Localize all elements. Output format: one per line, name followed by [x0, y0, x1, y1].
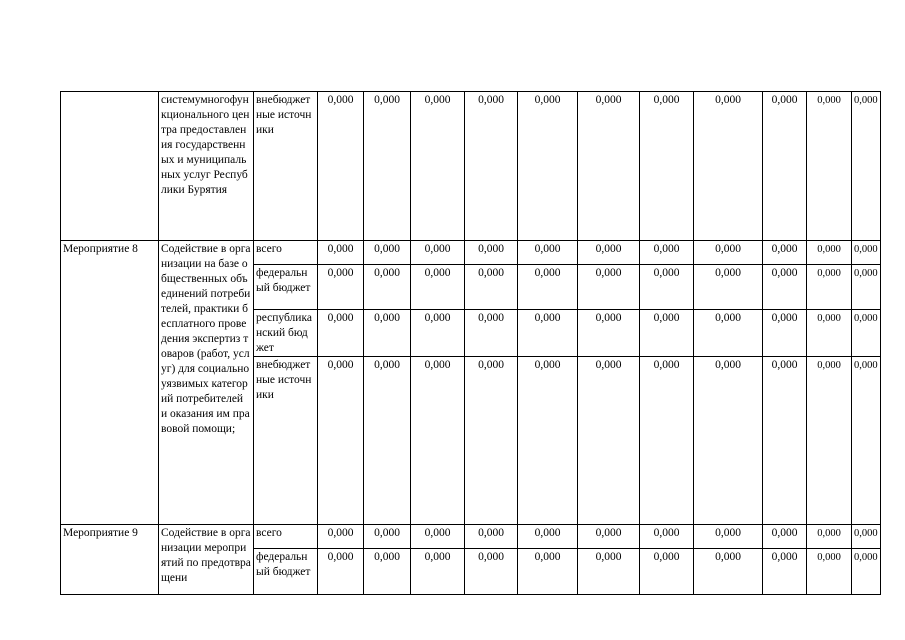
value-cell: 0,000 [694, 92, 763, 241]
value-cell: 0,000 [518, 549, 578, 595]
value-cell: 0,000 [694, 265, 763, 310]
value-cell: 0,000 [364, 92, 411, 241]
value-cell: 0,000 [807, 241, 852, 265]
value-cell: 0,000 [640, 92, 694, 241]
value-cell: 0,000 [318, 310, 364, 357]
value-cell: 0,000 [640, 241, 694, 265]
value-cell: 0,000 [578, 549, 640, 595]
value-cell: 0,000 [411, 265, 465, 310]
table-row [61, 525, 881, 549]
value-cell: 0,000 [518, 92, 578, 241]
value-cell: 0,000 [518, 265, 578, 310]
funding-source-cell: всего [254, 241, 318, 265]
value-cell: 0,000 [640, 525, 694, 549]
value-cell: 0,000 [364, 525, 411, 549]
value-cell: 0,000 [640, 549, 694, 595]
value-cell: 0,000 [518, 310, 578, 357]
value-cell: 0,000 [640, 265, 694, 310]
value-cell: 0,000 [578, 241, 640, 265]
value-cell: 0,000 [578, 525, 640, 549]
value-cell: 0,000 [364, 241, 411, 265]
value-cell: 0,000 [763, 92, 807, 241]
description-cell: Содействие в организации мероприятий по предотвращени [159, 525, 254, 595]
value-cell: 0,000 [852, 265, 881, 310]
value-cell: 0,000 [852, 310, 881, 357]
value-cell: 0,000 [852, 525, 881, 549]
value-cell: 0,000 [807, 265, 852, 310]
value-cell: 0,000 [411, 525, 465, 549]
value-cell: 0,000 [318, 549, 364, 595]
value-cell: 0,000 [518, 525, 578, 549]
value-cell: 0,000 [465, 310, 518, 357]
value-cell: 0,000 [364, 265, 411, 310]
measure-cell: Мероприятие 9 [61, 525, 159, 595]
funding-source-cell: внебюджетные источники [254, 92, 318, 241]
budget-table [60, 91, 881, 595]
value-cell: 0,000 [411, 92, 465, 241]
value-cell: 0,000 [640, 310, 694, 357]
value-cell: 0,000 [807, 310, 852, 357]
value-cell: 0,000 [763, 241, 807, 265]
value-cell: 0,000 [518, 241, 578, 265]
funding-source-cell: внебюджетные источники [254, 357, 318, 525]
value-cell: 0,000 [763, 549, 807, 595]
value-cell: 0,000 [578, 310, 640, 357]
description-cell: системумногофункционального центра предоставления государственных и муниципальных услуг Республики Бурятия [159, 92, 254, 241]
value-cell: 0,000 [807, 92, 852, 241]
funding-source-cell: федеральный бюджет [254, 265, 318, 310]
measure-cell: Мероприятие 8 [61, 241, 159, 525]
value-cell: 0,000 [852, 549, 881, 595]
value-cell: 0,000 [364, 549, 411, 595]
value-cell: 0,000 [578, 92, 640, 241]
value-cell: 0,000 [465, 525, 518, 549]
value-cell: 0,000 [578, 265, 640, 310]
value-cell: 0,000 [694, 525, 763, 549]
value-cell: 0,000 [318, 92, 364, 241]
table-row [61, 92, 881, 241]
value-cell: 0,000 [318, 265, 364, 310]
measure-cell [61, 92, 159, 241]
value-cell: 0,000 [640, 357, 694, 525]
value-cell: 0,000 [364, 310, 411, 357]
value-cell: 0,000 [411, 241, 465, 265]
value-cell: 0,000 [318, 241, 364, 265]
description-cell: Содействие в организации на базе общественных объединений потребителей, практики бесплатного проведения экспертиз товаров (работ, услуг) для социально уязвимых категорий потребителей и оказания им правовой помощи; [159, 241, 254, 525]
value-cell: 0,000 [411, 549, 465, 595]
value-cell: 0,000 [763, 310, 807, 357]
value-cell: 0,000 [411, 310, 465, 357]
value-cell: 0,000 [465, 357, 518, 525]
value-cell: 0,000 [318, 357, 364, 525]
value-cell: 0,000 [852, 92, 881, 241]
value-cell: 0,000 [763, 265, 807, 310]
value-cell: 0,000 [807, 525, 852, 549]
value-cell: 0,000 [694, 357, 763, 525]
table-row [61, 241, 881, 265]
value-cell: 0,000 [465, 92, 518, 241]
value-cell: 0,000 [465, 549, 518, 595]
value-cell: 0,000 [763, 525, 807, 549]
funding-source-cell: федеральный бюджет [254, 549, 318, 595]
funding-source-cell: республиканский бюджет [254, 310, 318, 357]
value-cell: 0,000 [694, 310, 763, 357]
value-cell: 0,000 [852, 241, 881, 265]
value-cell: 0,000 [694, 549, 763, 595]
value-cell: 0,000 [465, 241, 518, 265]
value-cell: 0,000 [518, 357, 578, 525]
value-cell: 0,000 [578, 357, 640, 525]
value-cell: 0,000 [694, 241, 763, 265]
value-cell: 0,000 [807, 549, 852, 595]
value-cell: 0,000 [364, 357, 411, 525]
value-cell: 0,000 [318, 525, 364, 549]
funding-source-cell: всего [254, 525, 318, 549]
value-cell: 0,000 [763, 357, 807, 525]
value-cell: 0,000 [411, 357, 465, 525]
value-cell: 0,000 [852, 357, 881, 525]
value-cell: 0,000 [807, 357, 852, 525]
value-cell: 0,000 [465, 265, 518, 310]
